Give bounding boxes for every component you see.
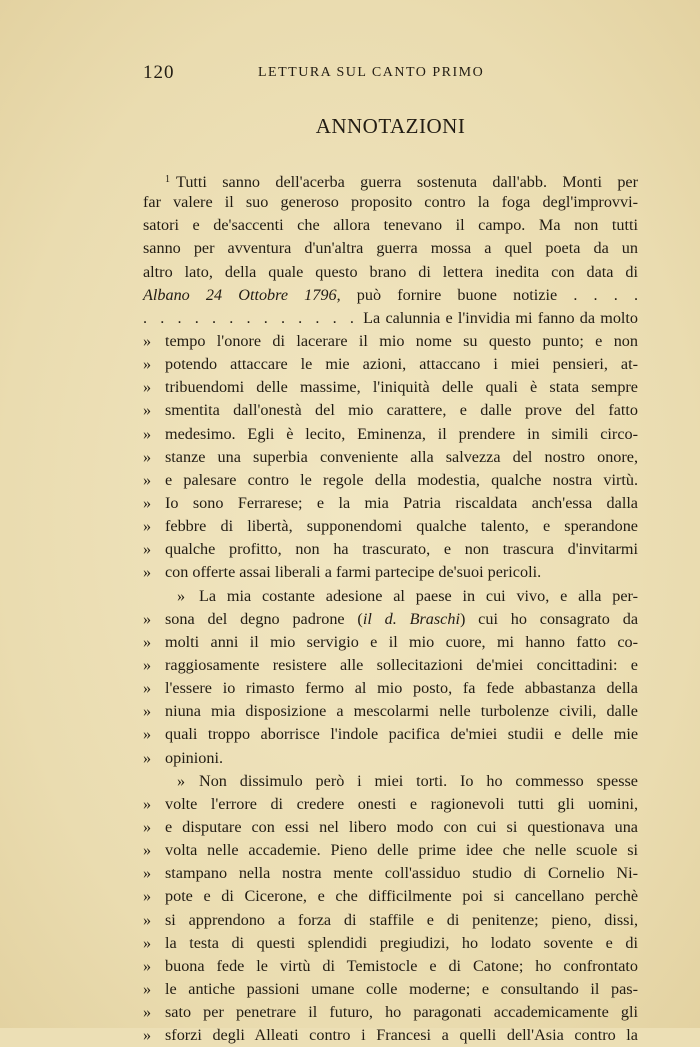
text-line: » volta nelle accademie. Pieno delle prime idee che nelle scuole si xyxy=(143,841,638,860)
text-line: satori e de'saccenti che allora tenevano il campo. Ma non tutti xyxy=(143,216,638,235)
patron-name: il d. Braschi xyxy=(362,609,460,628)
text-line: » qualche profitto, non ha trascurato, e non trascura d'invitarmi xyxy=(143,540,638,559)
section-heading: ANNOTAZIONI xyxy=(315,114,466,138)
text-line: » si apprendono a forza di staffile e di penitenze; pieno, dissi, xyxy=(143,910,638,929)
annotation-text xyxy=(143,168,638,1047)
text-line: » potendo attaccare le mie azioni, attaccano i miei pensieri, at- xyxy=(143,355,638,374)
text-line: » sato per penetrare il futuro, ho paragonati accademicamente gli xyxy=(143,1003,638,1022)
text-line: » La mia costante adesione al paese in cui vivo, e alla per- xyxy=(177,586,638,605)
text-line: » la testa di questi splendidi pregiudizi, ho lodato sovente e di xyxy=(143,933,638,952)
text-line: » molti anni il mio servigio e il mio cuore, mi hanno fatto co- xyxy=(143,632,638,651)
text-line: » sona del degno padrone (il d. Braschi) cui ho consagrato da xyxy=(143,609,638,628)
text-line: far valere il suo generoso proposito contro la foga degl'improvvi- xyxy=(143,193,638,212)
text-line: Albano 24 Ottobre 1796, può fornire buone notizie . . . . xyxy=(143,285,638,304)
text-line: $^1$ Tutti sanno dell'acerba guerra sostenuta dall'abb. Monti per xyxy=(165,173,638,191)
text-line: » stampano nella nostra mente coll'assiduo studio di Cornelio Ni- xyxy=(143,864,638,883)
text-line: » stanze una superbia conveniente alla salvezza del nostro onore, xyxy=(143,447,638,466)
ellipsis-dots: . . . . . . . . . . . . . xyxy=(143,308,358,327)
text-line: » con offerte assai liberali a farmi partecipe de'suoi pericoli. xyxy=(143,563,542,582)
text-line: » e disputare con essi nel libero modo con cui si questionava una xyxy=(143,817,638,836)
text-line: » buona fede le virtù di Temistocle e di Catone; ho confrontato xyxy=(143,956,638,975)
text-line: » smentita dall'onestà del mio carattere, e dalle prove del fatto xyxy=(143,401,638,420)
text-line: » niuna mia disposizione a mescolarmi nelle turbolenze civili, dalle xyxy=(143,702,638,721)
text-line: » sforzi degli Alleati contro i Francesi a quelli dell'Asia contro la xyxy=(143,1026,638,1045)
running-title: LETTURA SUL CANTO PRIMO xyxy=(258,65,485,80)
text-line: » volte l'errore di credere onesti e ragionevoli tutti gli uomini, xyxy=(143,794,638,813)
text-line: » Io sono Ferrarese; e la mia Patria riscaldata anch'essa dalla xyxy=(143,493,638,512)
page-header xyxy=(143,62,638,86)
footnote-marker: 1 xyxy=(165,174,170,185)
text-line: » raggiosamente resistere alle sollecitazioni de'miei concittadini: e xyxy=(143,655,638,674)
text-line: » le antiche passioni umane colle moderne; e consultando il pas- xyxy=(143,979,638,998)
page-number: 120 xyxy=(143,62,175,83)
text-line: » medesimo. Egli è lecito, Eminenza, il prendere in simili circo- xyxy=(143,424,638,443)
text-line: » l'essere io rimasto fermo al mio posto, fa fede abbastanza della xyxy=(143,679,638,698)
letter-date: Albano 24 Ottobre 1796 xyxy=(143,285,337,304)
text-line: » tribuendomi delle massime, l'iniquità delle quali è stata sempre xyxy=(143,378,638,397)
text-line: » tempo l'onore di lacerare il mio nome su questo punto; e non xyxy=(143,331,638,350)
text-line: sanno per avventura d'un'altra guerra mossa a quel poeta da un xyxy=(143,239,638,258)
text-line: . . . . . . . . . . . . . La calunnia e l'invidia mi fanno da molto xyxy=(143,308,639,327)
text-line: altro lato, della quale questo brano di lettera inedita con data di xyxy=(143,262,638,281)
text-line: » Non dissimulo però i miei torti. Io ho commesso spesse xyxy=(177,771,638,790)
text-line: » pote e di Cicerone, e che difficilmente poi si cancellano perchè xyxy=(143,887,638,906)
text-line: » opinioni. xyxy=(143,748,224,767)
text-line: » febbre di libertà, supponendomi qualche talento, e sperandone xyxy=(143,517,638,536)
text-line: » quali troppo aborrisce l'indole pacifica de'miei studii e delle mie xyxy=(143,725,638,744)
text-line: » e palesare contro le regole della modestia, qualche nostra virtù. xyxy=(143,470,638,489)
